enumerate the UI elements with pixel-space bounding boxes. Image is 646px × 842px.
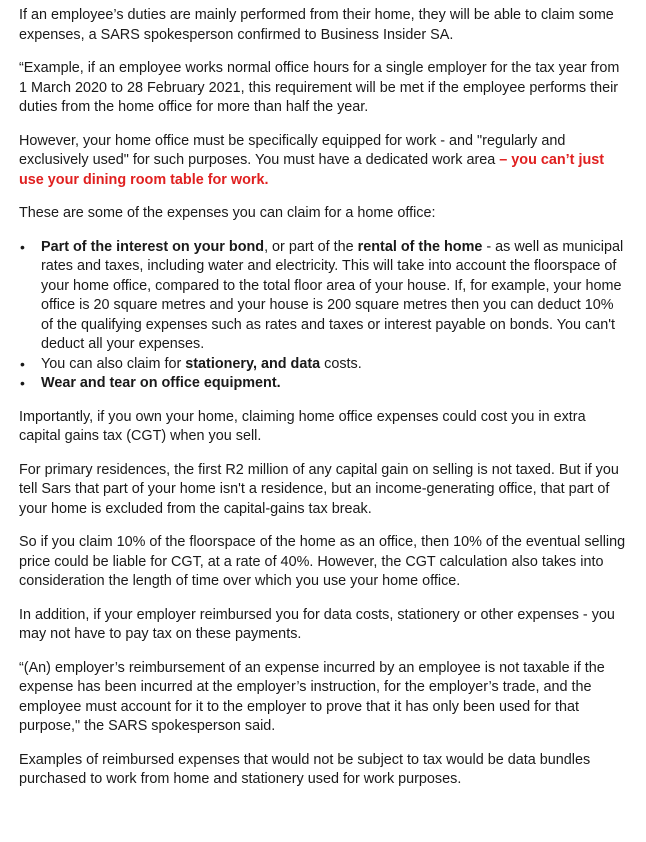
bullet-icon: • — [20, 355, 25, 372]
paragraph-examples: Examples of reimbursed expenses that would not be subject to tax would be data bundles purchased to work from home and stationery used for work purposes. — [19, 751, 591, 787]
paragraph-sars-quote: “(An) employer’s reimbursement of an expense incurred by an employee is not taxable if the expense has been incurred at the employer’s instruction, for the employer’s trade, and the employee must account for it to the employer to prove that it has only been used for that purpose," the SARS spokesperson said. — [19, 659, 605, 734]
rental-label: rental of the home — [357, 238, 483, 255]
list-item-text: , or part of the — [264, 238, 358, 255]
bullet-icon: • — [20, 375, 25, 391]
dining-table-warning: – you can’t just use your dining room table for work. — [19, 152, 605, 188]
paragraph-example: “Example, if an employee works normal office hours for a single employer for the tax year from 1 March 2020 to 28 February 2021, this requirement will be met if the employee performs their duties from the home office for more than half the year. — [19, 60, 620, 115]
paragraph-floorspace-cgt: So if you claim 10% of the floorspace of the home as an office, then 10% of the eventual selling price could be liable for CGT, at a rate of 40%. However, the CGT calculation also takes into consideration the length of time over which you use your home office. — [19, 534, 626, 589]
paragraph-equipped — [19, 132, 626, 191]
paragraph-equipped-text: However, your home office must be specifically equipped for work - and "regularly and exclusively used" for such purposes. You must have a dedicated work area — [19, 132, 566, 168]
list-item-text: costs. — [320, 355, 362, 372]
expenses-list — [19, 238, 626, 394]
paragraph-primary-residences: For primary residences, the first R2 million of any capital gain on selling is not taxed. But if you tell Sars that part of your home isn't a residence, but an income-generating office, that part of your home is excluded from the capital-gains tax break. — [19, 461, 619, 517]
bullet-icon: • — [20, 238, 25, 255]
list-item-text: - as well as municipal rates and taxes, including water and electricity. This will take into account the floorspace of your home office, compared to the total floor area of your house. If, for example, your home office is 20 square metres and your house is 200 square metres then you can deduct 10% of the qualifying expenses such as rates and taxes or interest payable on bonds. You can't deduct all your expenses. — [41, 238, 624, 352]
wear-tear-label: Wear and tear on office equipment. — [41, 375, 281, 391]
paragraph-reimbursement: In addition, if your employer reimbursed you for data costs, stationery or other expenses - you may not have to pay tax on these payments. — [19, 606, 615, 642]
paragraph-duties: If an employee’s duties are mainly performed from their home, they will be able to claim some expenses, a SARS spokesperson confirmed to Business Insider SA. — [19, 7, 614, 43]
bond-interest-label: Part of the interest on your bond — [41, 238, 265, 255]
paragraph-expenses-intro: These are some of the expenses you can claim for a home office: — [19, 205, 436, 221]
paragraph-cgt-warning: Importantly, if you own your home, claiming home office expenses could cost you in extra capital gains tax (CGT) when you sell. — [19, 408, 586, 444]
list-item-bond-rental — [19, 238, 626, 355]
list-item-wear-tear — [19, 374, 626, 394]
list-item-stationery — [19, 355, 626, 375]
stationery-data-label: stationery, and data — [185, 355, 321, 372]
list-item-text: You can also claim for — [41, 355, 186, 372]
